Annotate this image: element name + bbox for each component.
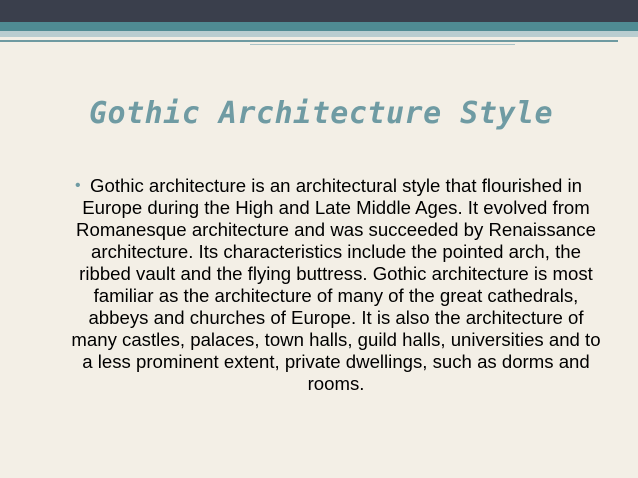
header-rule <box>0 40 618 42</box>
header-rule-thin <box>250 44 515 45</box>
slide-content <box>68 175 604 395</box>
bullet-item <box>68 175 604 395</box>
bullet-text: Gothic architecture is an architectural style that flourished in Europe during the High and Late Middle Ages. It evolved from Romanesque architecture and was succeeded by Renaissance architecture. Its characteristics include the pointed arch, the ribbed vault and the flying buttress. Gothic architecture is most familiar as the architecture of many of the great cathedrals, abbeys and churches of Europe. It is also the architecture of many castles, palaces, town halls, guild halls, universities and to a less prominent extent, private dwellings, such as dorms and rooms. <box>71 175 601 394</box>
header-band-light <box>0 31 638 37</box>
header-band-dark <box>0 0 638 22</box>
bullet-icon: • <box>75 177 81 194</box>
slide-title: Gothic Architecture Style <box>88 96 554 131</box>
header-band-teal <box>0 22 638 31</box>
